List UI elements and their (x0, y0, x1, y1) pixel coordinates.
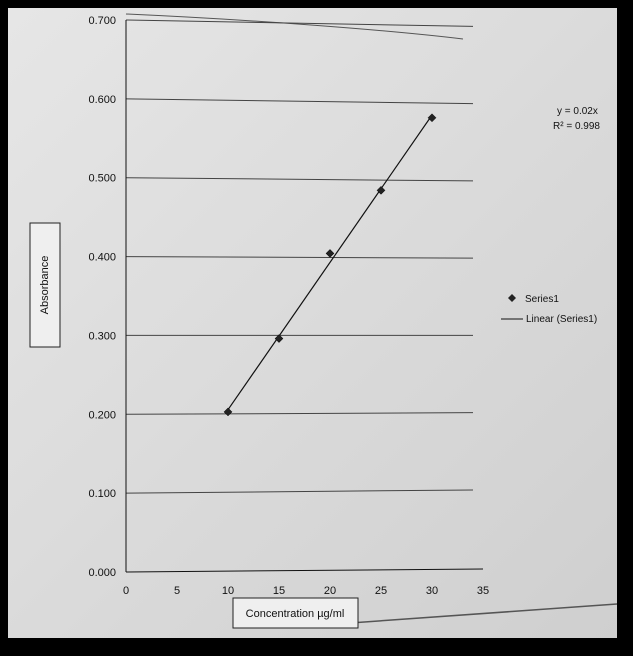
chart-paper (8, 8, 617, 638)
axis-layer (88, 15, 489, 597)
trendline-equation: y = 0.02x (557, 106, 598, 117)
x-tick-label: 10 (221, 585, 235, 597)
y-tick-label: 0.000 (88, 567, 116, 579)
data-point (326, 249, 334, 257)
trendline (228, 115, 432, 410)
paper-top-edge (126, 14, 463, 39)
x-axis-line (126, 569, 483, 572)
gridline (126, 490, 473, 493)
y-tick-label: 0.300 (88, 330, 116, 343)
trendline-r-squared: R² = 0.998 (553, 121, 600, 132)
gridline (126, 413, 473, 415)
y-tick-label: 0.700 (88, 15, 116, 27)
legend-marker-series1 (508, 294, 516, 302)
data-point (224, 408, 232, 416)
data-point (428, 114, 436, 122)
legend (501, 294, 597, 325)
legend-label-series1: Series1 (525, 294, 559, 305)
x-tick-label: 35 (476, 585, 490, 597)
chart-svg (8, 8, 617, 638)
x-tick-label: 20 (323, 585, 337, 597)
x-tick-label: 5 (173, 585, 181, 597)
x-tick-label: 25 (374, 585, 388, 597)
x-tick-label: 15 (272, 585, 286, 597)
y-tick-label: 0.500 (88, 172, 116, 185)
y-tick-label: 0.100 (88, 488, 116, 501)
gridline (126, 257, 473, 259)
x-tick-label: 0 (122, 585, 130, 597)
gridline (126, 178, 473, 181)
x-axis-title: Concentration µg/ml (245, 608, 345, 620)
trendline-layer (228, 115, 432, 410)
gridline (126, 99, 473, 104)
y-tick-label: 0.400 (88, 251, 116, 264)
gridline (126, 20, 473, 26)
grid-layer (126, 20, 473, 493)
x-tick-label: 30 (425, 585, 439, 597)
y-axis-title: Absorbance (39, 255, 51, 315)
y-tick-label: 0.200 (88, 409, 116, 422)
y-tick-label: 0.600 (88, 93, 116, 106)
legend-label-linear: Linear (Series1) (526, 314, 598, 325)
